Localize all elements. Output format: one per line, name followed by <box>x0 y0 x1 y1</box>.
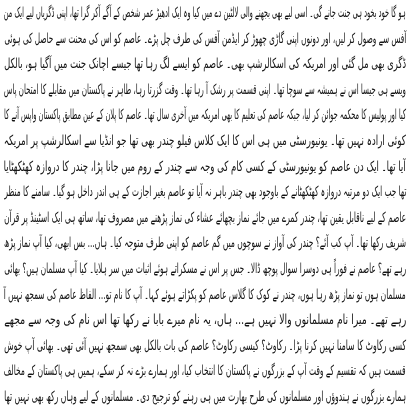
line-text: کوئی ارادہ نہیں تھا۔ یونیورسٹی میں ہی اس کا ایک کلاس فیلو چندر بھی تھا جو انڈیا سے اسکالرشپ پر امریکہ <box>4 132 406 149</box>
text-line <box>0 102 410 128</box>
text-line <box>0 256 410 282</box>
line-text: آیا تھا۔ ایک دن عاصم کو یونیورسٹی کے کسی کام کی وجہ سے چندر کے روم میں جانا پڑا، چندر کا دروازہ کھٹکھٹایا <box>4 158 406 175</box>
line-text: مسلمان ہوں تو نماز پڑھ رہا ہوں، چندر نے کوک کا گلاس عاصم کو پکڑاتے ہوئے کہا۔ آپ کا نام تو... الفاظ عاصم کی سمجھ نہیں آ <box>4 286 406 303</box>
text-line <box>0 128 410 154</box>
text-line <box>0 77 410 103</box>
line-text: ہو گا خود بخود ہی جنت جانے گی۔ اسی لیے بھی بجھنے والی لالٹین دے میں کیا وہ ایک ادھیڑ عمر شخص کے آگے آکر گرا تھا، اپنی ڈگریاں لیے ایک من <box>4 5 406 21</box>
text-line <box>0 282 410 308</box>
text-line <box>0 333 410 359</box>
text-line <box>0 358 410 384</box>
line-text: کیا اور پولیس کا محکمہ جوائن کر لیا، جبکہ عاصم کی تعلیم کا بھی امریکہ میں آخری سال تھا۔ عاصم کا پلان کے عین مطابق پاکستان واپس آنے کا <box>4 107 406 124</box>
text-line <box>0 205 410 231</box>
text-line <box>0 230 410 256</box>
line-text: عاصم کے لیے ناقابل یقین تھا، چندر کمرے میں جائے نماز بچھائے عشاء کی نماز پڑھنے میں مصروف تھا، ساتھ ہی ایک اسٹینڈ پر قرآن <box>4 209 406 226</box>
line-text: قسمت ہیں کہ تقسیم کے وقت آپ کے بزرگوں نے پاکستان کا انتخاب کیا، اور ہمارے بڑے نہ کر سکے، ہمیں ہی پاکستان کے مخالف <box>4 363 406 380</box>
text-line <box>0 0 410 26</box>
text-line <box>0 384 410 410</box>
text-line <box>0 51 410 77</box>
line-text: رہے تھے۔ میرا نام مسلمانوں والا نہیں ہے... ہاں، یہ نام میرے بابا نے رکھا تھا اس نام کی وجہ سے مجھے <box>4 312 406 329</box>
line-text: ویسے ہی جیسا اس نے ہمیشہ سے سوچا تھا۔ اپنی قسمت پر رشک آ رہا تھا۔ وقت گزرتا رہا، طاہر نے پاکستان میں مقابلے کا امتحان پاس <box>4 81 406 98</box>
text-line <box>0 307 410 333</box>
line-text: رہے تھے؟ عاصم نے فوراً ہی دوسرا سوال پوچھ ڈالا۔ جس پر اس نے مسکراتے ہوئے اثبات میں سر ہلایا۔ کیا آپ مسلمان ہیں؟ بھائی <box>4 260 406 277</box>
line-text: ڈگری بھی مل گئی اور امریکہ کی اسکالرشپ بھی۔ عاصم کو ایسے لگ رہا تھا جیسے اچانک جنت میں آگیا ہو، بالکل <box>4 56 406 73</box>
line-text: آفس سے وصول کر لیں، اور دونوں اپنی گاڑی چھوڑ کر ایڈمن آفس کی طرف چل پڑے۔ عاصم کو اس کی محنت سے حاصل کی ہوئی <box>4 30 406 47</box>
line-text: شریف رکھا تھا۔ آپ کب آئے؟ چندر کی آواز نے سوچوں میں گم عاصم کو اپنی طرف متوجہ کیا۔ ہاں... بس ابھی، کیا آپ نماز پڑھ <box>4 235 406 252</box>
line-text: تھا جب ایک دو مرتبہ دروازہ کھٹکھٹانے کے باوجود بھی چندر باہر نہ آیا تو عاصم بغیر اجازت کے ہی اندر داخل ہو گیا۔ سامنے کا منظر <box>4 184 406 201</box>
text-line <box>0 26 410 52</box>
line-text: کسی رکاوٹ کا سامنا نہیں کرنا پڑا۔ رکاوٹ؟ کیسی رکاوٹ؟ عاصم کی بات بالکل بھی سمجھ نہیں آئی تھی۔ بھائی آپ خوش <box>4 337 406 354</box>
text-line <box>0 179 410 205</box>
text-line <box>0 154 410 180</box>
line-text: ہمارے بزرگوں نے ہندوؤں اور مسلمانوں کی طرح بھارت میں ہی رہنے کو ترجیح دی۔ مسلمانوں کے لیے وہاں رکھ بھی نہیں تھا <box>4 388 406 405</box>
